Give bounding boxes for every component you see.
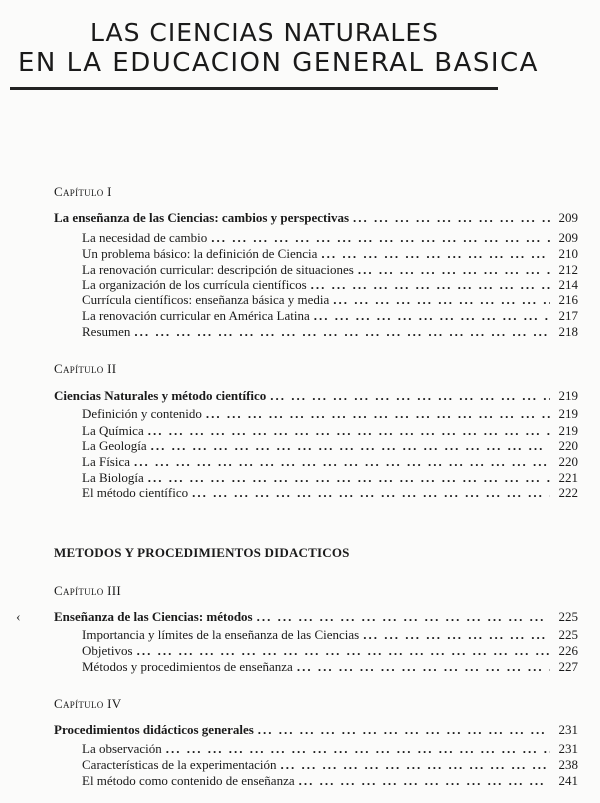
leader-dots xyxy=(192,485,550,501)
toc-subentry[interactable] xyxy=(82,470,578,486)
leader-dots xyxy=(333,292,550,308)
leader-dots xyxy=(166,741,550,757)
leader-dots xyxy=(299,773,550,789)
toc-entry-title: La enseñanza de las Ciencias: cambios y perspectivas xyxy=(54,210,350,225)
toc-subentry[interactable] xyxy=(82,454,578,470)
toc-subentry-page: 220 xyxy=(558,454,578,469)
toc-subentry-title: La renovación curricular: descripción de situaciones xyxy=(82,262,354,277)
toc-subentry-title: Métodos y procedimientos de enseñanza xyxy=(82,659,293,674)
toc-subentry-page: 214 xyxy=(558,277,578,292)
toc-entry-page: 225 xyxy=(558,609,578,624)
toc-subentry-title: La organización de los currícula científicos xyxy=(82,277,307,292)
toc-subentry-page: 218 xyxy=(558,324,578,339)
leader-dots xyxy=(270,388,550,404)
toc-subentry-page: 220 xyxy=(558,438,578,453)
toc-subentry[interactable] xyxy=(82,324,578,340)
leader-dots xyxy=(137,643,550,659)
toc-subentry[interactable] xyxy=(82,659,578,675)
toc-subentry-title: La necesidad de cambio xyxy=(82,230,208,245)
toc-subentry[interactable] xyxy=(82,741,578,757)
toc-subentry[interactable] xyxy=(82,773,578,789)
toc-subentry-page: 222 xyxy=(558,485,578,500)
toc-subentry-title: La Química xyxy=(82,423,144,438)
toc-subentry-title: El método como contenido de enseñanza xyxy=(82,773,295,788)
toc-subentry-page: 226 xyxy=(558,643,578,658)
toc-subentry-page: 241 xyxy=(558,773,578,788)
toc-entry-title: Procedimientos didácticos generales xyxy=(54,722,254,737)
toc-subentry[interactable] xyxy=(82,277,578,293)
title-rule xyxy=(10,87,498,90)
toc-subentry-title: La renovación curricular en América Latina xyxy=(82,308,310,323)
toc-entry-title: Enseñanza de las Ciencias: métodos xyxy=(54,609,253,624)
title-line-2: EN LA EDUCACION GENERAL BASICA xyxy=(18,48,539,78)
toc-subentry-title: Importancia y límites de la enseñanza de las Ciencias xyxy=(82,627,360,642)
toc-entry-page: 231 xyxy=(558,722,578,737)
leader-dots xyxy=(363,627,550,643)
chapter-label: Capítulo IV xyxy=(54,696,122,711)
part-heading: METODOS Y PROCEDIMIENTOS DIDACTICOS xyxy=(54,545,350,560)
toc-subentry-page: 209 xyxy=(558,230,578,245)
toc-subentry-page: 212 xyxy=(558,262,578,277)
toc-subentry-title: Características de la experimentación xyxy=(82,757,277,772)
leader-dots xyxy=(297,659,550,675)
leader-dots xyxy=(258,722,550,738)
toc-subentry[interactable] xyxy=(82,757,578,773)
toc-subentry[interactable] xyxy=(82,627,578,643)
toc-subentry-title: Resumen xyxy=(82,324,131,339)
toc-subentry-title: La Biología xyxy=(82,470,144,485)
toc-entry[interactable] xyxy=(54,609,578,625)
toc-subentry[interactable] xyxy=(82,423,578,439)
toc-subentry-page: 216 xyxy=(558,292,578,307)
leader-dots xyxy=(148,470,550,486)
toc-subentry[interactable] xyxy=(82,292,578,308)
toc-subentry-title: Objetivos xyxy=(82,643,133,658)
toc-entry[interactable] xyxy=(54,722,578,738)
toc-subentry-title: La Geología xyxy=(82,438,147,453)
toc-subentry-page: 219 xyxy=(558,406,578,421)
toc-subentry-page: 225 xyxy=(558,627,578,642)
toc-subentry[interactable] xyxy=(82,438,578,454)
leader-dots xyxy=(321,246,550,262)
toc-entry-page: 219 xyxy=(558,388,578,403)
leader-dots xyxy=(281,757,550,773)
toc-subentry[interactable] xyxy=(82,406,578,422)
toc-subentry-page: 227 xyxy=(558,659,578,674)
toc-subentry-title: La Física xyxy=(82,454,131,469)
leader-dots xyxy=(311,277,550,293)
chapter-label: Capítulo III xyxy=(54,583,122,598)
toc-entry[interactable] xyxy=(54,210,578,226)
toc-subentry-title: Currícula científicos: enseñanza básica y media xyxy=(82,292,330,307)
leader-dots xyxy=(134,454,550,470)
toc-subentry[interactable] xyxy=(82,643,578,659)
toc-subentry-page: 219 xyxy=(558,423,578,438)
leader-dots xyxy=(206,406,550,422)
chapter-label: Capítulo I xyxy=(54,184,112,199)
toc-subentry[interactable] xyxy=(82,230,578,246)
toc-subentry-title: La observación xyxy=(82,741,162,756)
toc-subentry-title: El método científico xyxy=(82,485,189,500)
toc-subentry[interactable] xyxy=(82,262,578,278)
toc-subentry-page: 217 xyxy=(558,308,578,323)
leader-dots xyxy=(257,609,550,625)
chapter-label: Capítulo II xyxy=(54,361,117,376)
toc-subentry[interactable] xyxy=(82,485,578,501)
leader-dots xyxy=(151,438,550,454)
toc-subentry-page: 231 xyxy=(558,741,578,756)
toc-entry-title: Ciencias Naturales y método científico xyxy=(54,388,267,403)
toc-subentry[interactable] xyxy=(82,308,578,324)
leader-dots xyxy=(134,324,550,340)
title-line-1: LAS CIENCIAS NATURALES xyxy=(90,18,439,47)
toc-subentry-page: 210 xyxy=(558,246,578,261)
toc-subentry-page: 221 xyxy=(558,470,578,485)
toc-subentry-page: 238 xyxy=(558,757,578,772)
leader-dots xyxy=(314,308,550,324)
margin-mark-icon: ‹ xyxy=(16,610,21,625)
leader-dots xyxy=(358,262,550,278)
toc-subentry-title: Un problema básico: la definición de Ciencia xyxy=(82,246,318,261)
toc-subentry[interactable] xyxy=(82,246,578,262)
leader-dots xyxy=(353,210,550,226)
toc-subentry-title: Definición y contenido xyxy=(82,406,202,421)
leader-dots xyxy=(148,423,550,439)
toc-entry[interactable] xyxy=(54,388,578,404)
toc-entry-page: 209 xyxy=(558,210,578,225)
leader-dots xyxy=(211,230,550,246)
